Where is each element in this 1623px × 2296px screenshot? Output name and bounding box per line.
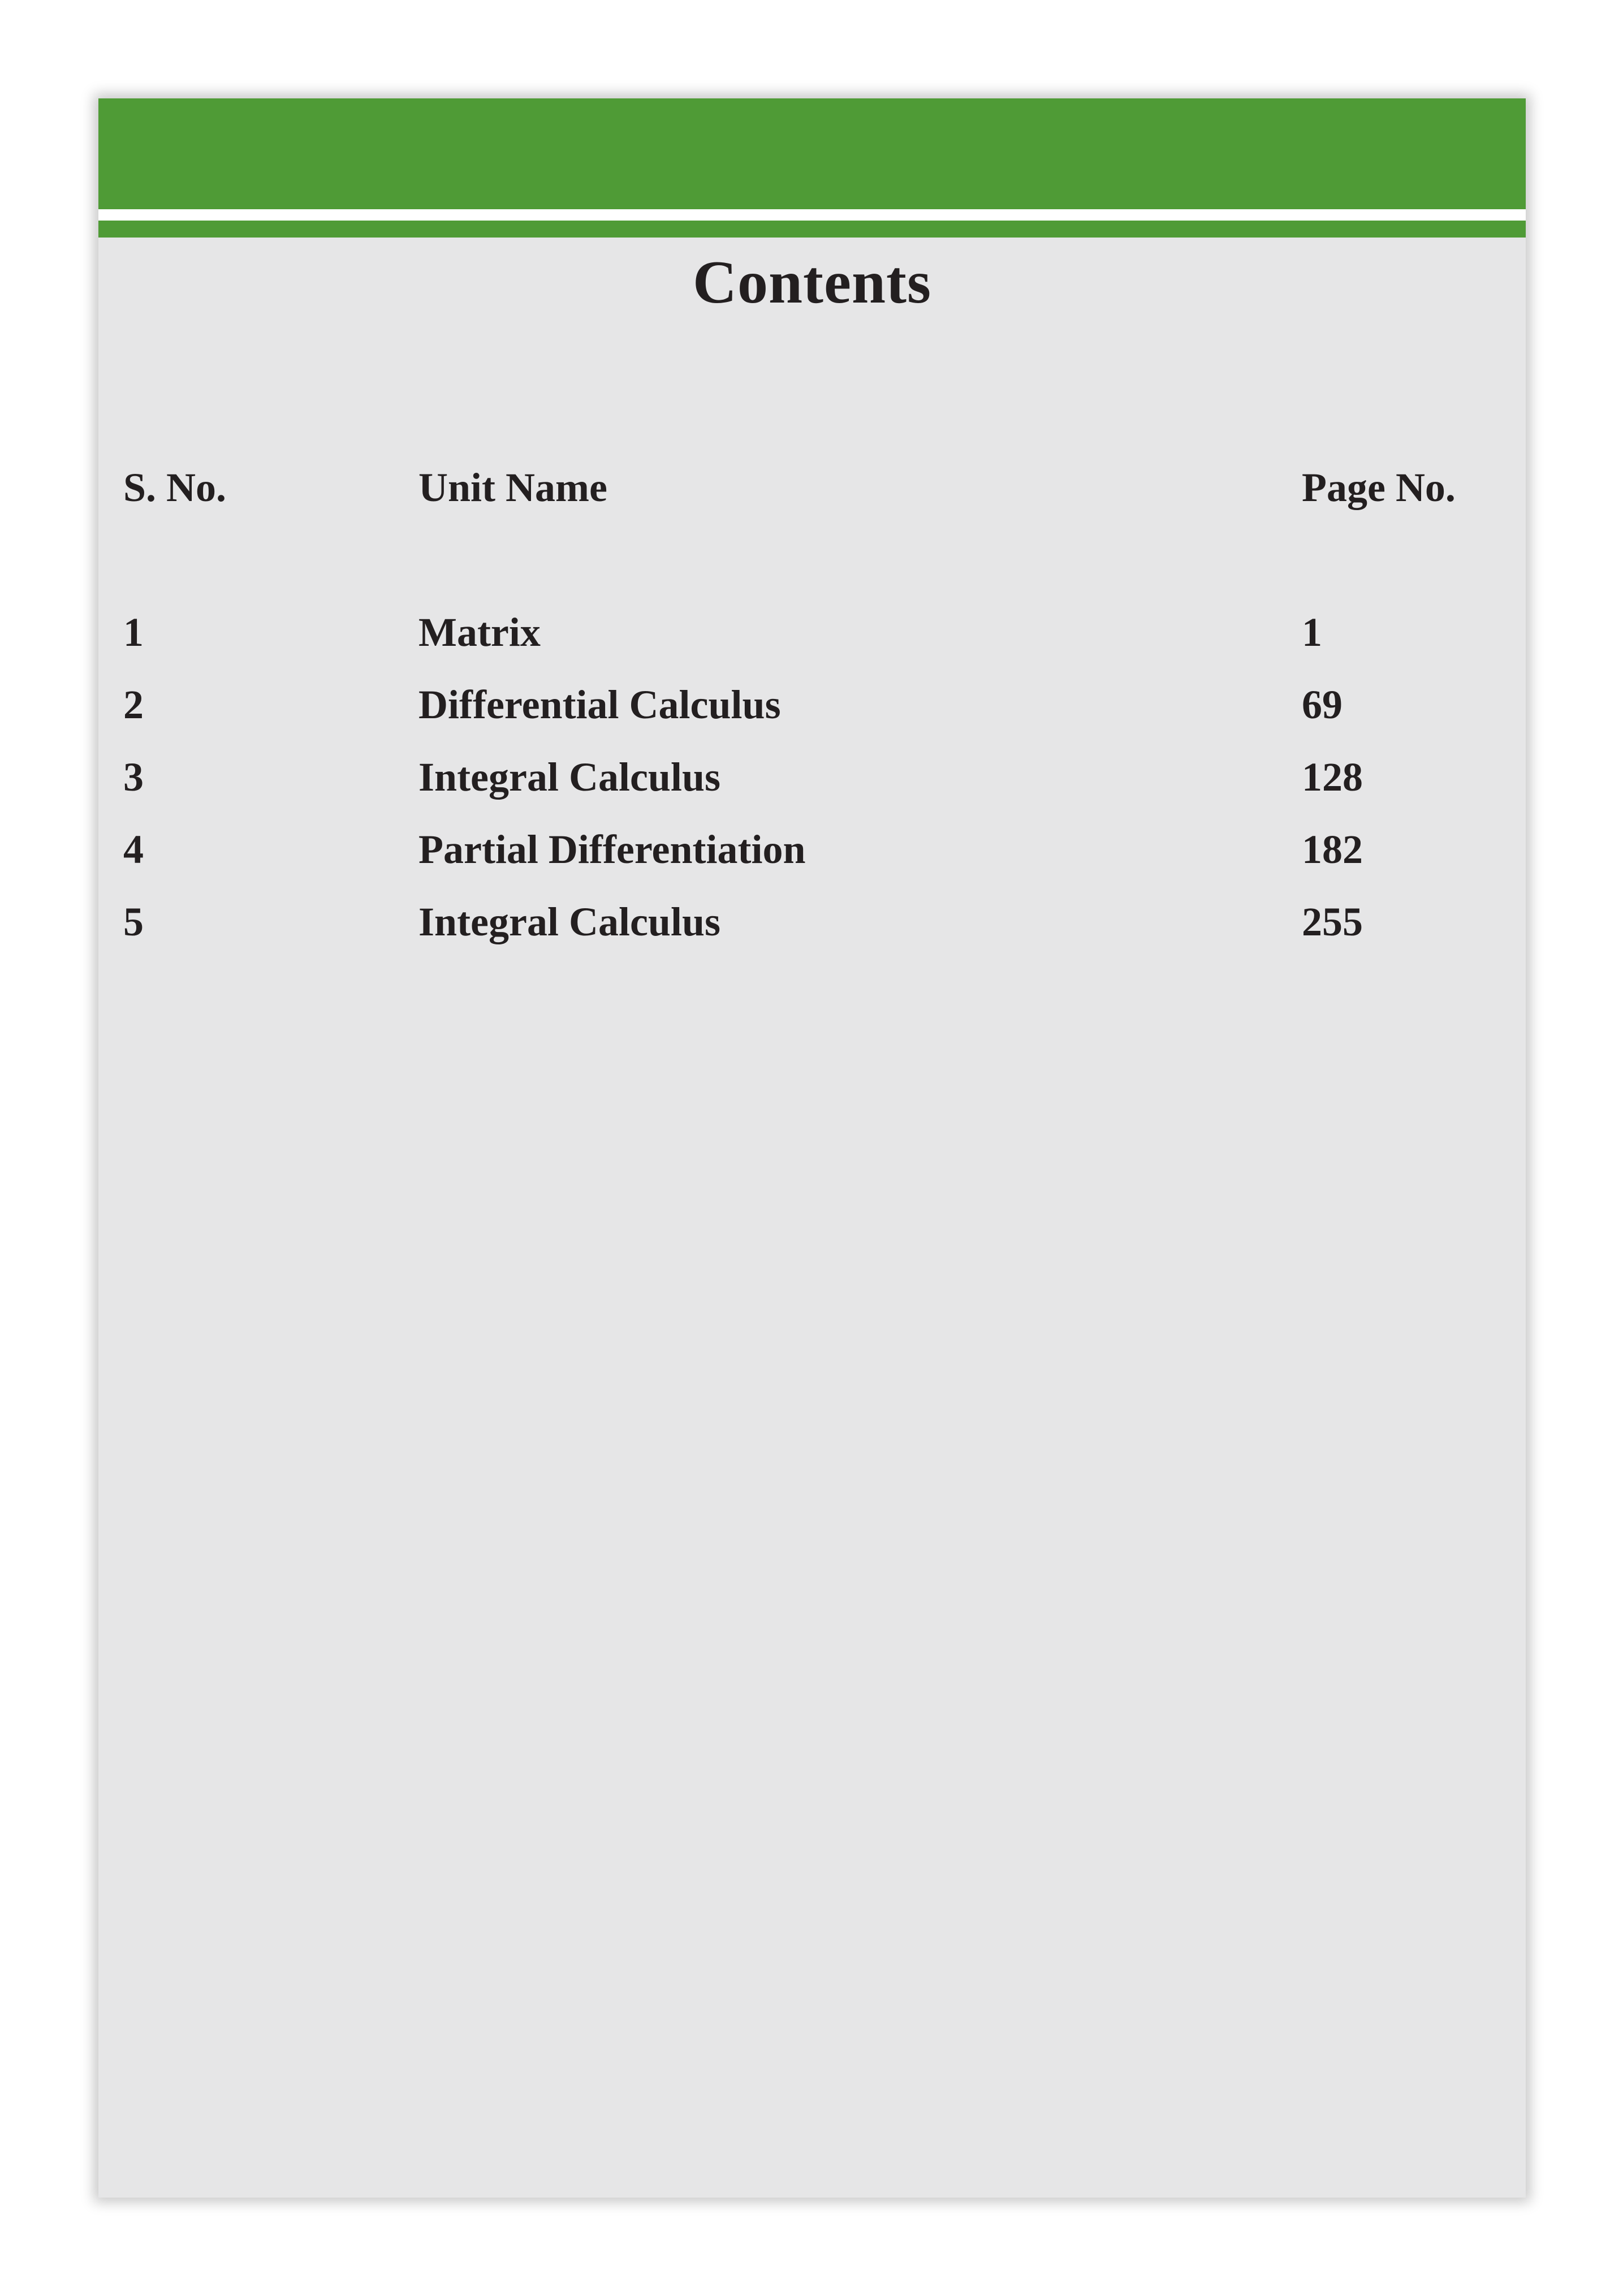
header-band (98, 98, 1526, 209)
header-band-thin (98, 221, 1526, 238)
row-sno: 3 (123, 754, 144, 800)
row-sno: 1 (123, 610, 144, 655)
row-page-no: 128 (1302, 754, 1363, 800)
row-sno: 2 (123, 682, 144, 727)
row-page-no: 69 (1302, 682, 1343, 727)
page-title: Contents (692, 249, 932, 316)
row-page-no: 255 (1302, 899, 1363, 944)
row-unit-name: Integral Calculus (418, 754, 721, 800)
row-unit-name: Matrix (418, 610, 541, 655)
contents-page (98, 98, 1526, 2198)
row-page-no: 1 (1302, 610, 1322, 655)
row-sno: 5 (123, 899, 144, 944)
header-unit-name: Unit Name (418, 465, 607, 510)
row-unit-name: Differential Calculus (418, 682, 781, 727)
header-band-gap (98, 209, 1526, 221)
row-page-no: 182 (1302, 827, 1363, 872)
row-sno: 4 (123, 827, 144, 872)
header-page-no: Page No. (1302, 465, 1456, 510)
header-sno: S. No. (123, 465, 227, 510)
row-unit-name: Partial Differentiation (418, 827, 806, 872)
row-unit-name: Integral Calculus (418, 899, 721, 944)
